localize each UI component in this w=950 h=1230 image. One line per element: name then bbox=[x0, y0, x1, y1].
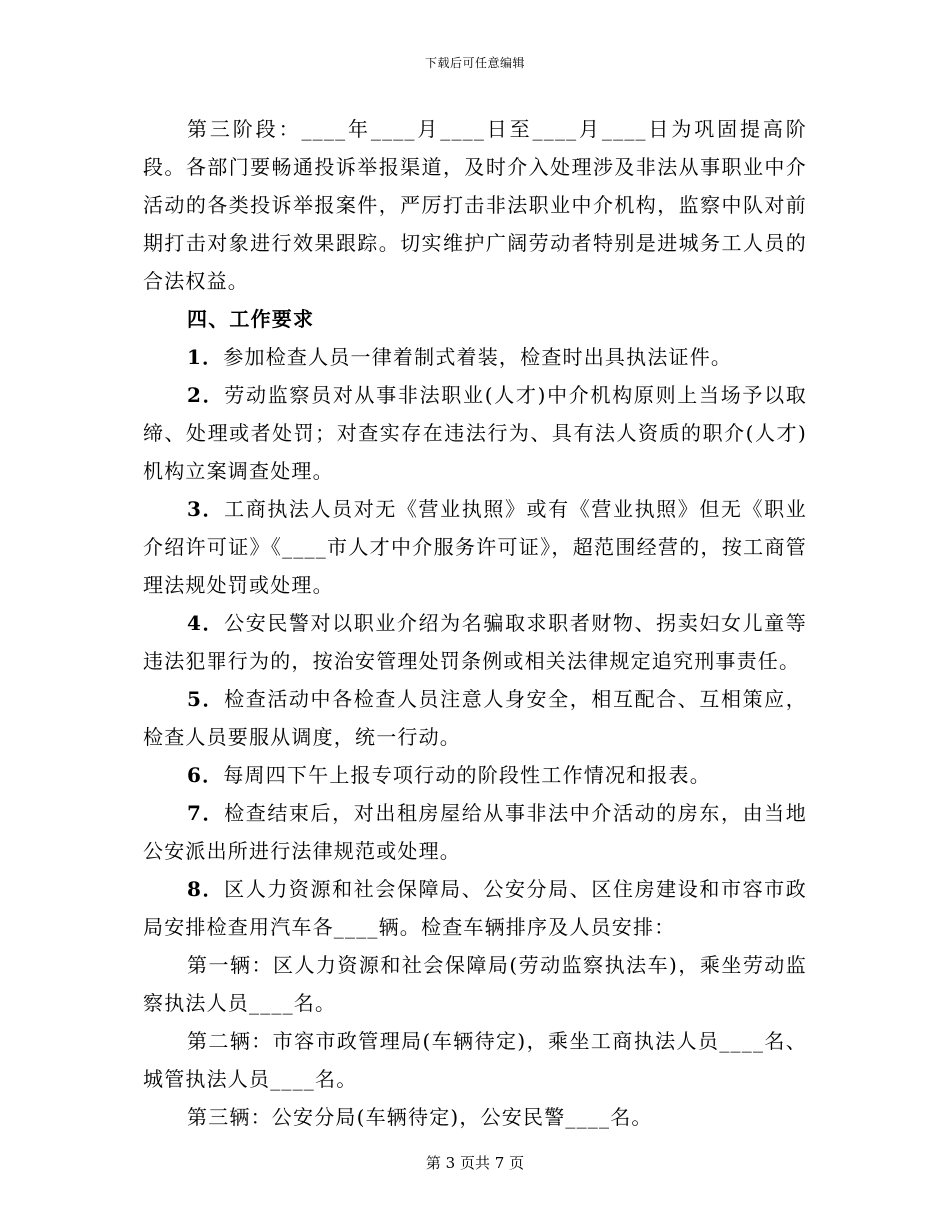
vehicle-three-paragraph bbox=[143, 1098, 807, 1136]
item-number: 1． bbox=[187, 345, 224, 369]
item-text: 参加检查人员一律着制式着装，检查时出具执法证件。 bbox=[223, 345, 733, 369]
item-number: 3． bbox=[187, 497, 225, 521]
item-text: 检查活动中各检查人员注意人身安全，相互配合、互相策应，检查人员要服从调度，统一行动。 bbox=[143, 687, 807, 749]
page-footer: 第 3 页共 7 页 bbox=[425, 1154, 525, 1172]
requirement-item-7 bbox=[143, 794, 807, 870]
document-body bbox=[143, 110, 807, 1136]
paragraph-phase-three bbox=[143, 110, 807, 300]
item-number: 7． bbox=[187, 801, 225, 825]
item-number: 2． bbox=[187, 383, 225, 407]
vehicle-one-paragraph bbox=[143, 946, 807, 1022]
requirement-item-1 bbox=[143, 338, 807, 376]
page-header: 下载后可任意编辑 bbox=[424, 56, 525, 70]
paragraph-text: 第三辆：公安分局(车辆待定)，公安民警____名。 bbox=[187, 1105, 653, 1129]
item-text: 检查结束后，对出租房屋给从事非法中介活动的房东，由当地公安派出所进行法律规范或处理。 bbox=[143, 801, 807, 863]
requirement-item-3 bbox=[143, 490, 807, 604]
section-heading bbox=[143, 300, 807, 338]
requirement-item-8 bbox=[143, 870, 807, 946]
item-text: 公安民警对以职业介绍为名骗取求职者财物、拐卖妇女儿童等违法犯罪行为的，按治安管理处罚条例或相关法律规定追究刑事责任。 bbox=[143, 611, 807, 673]
item-number: 5． bbox=[187, 687, 225, 711]
item-number: 8． bbox=[187, 877, 225, 901]
paragraph-text: 第三阶段：____年____月____日至____月____日为巩固提高阶段。各部门要畅通投诉举报渠道，及时介入处理涉及非法从事职业中介活动的各类投诉举报案件，严厉打击非法职业中介机构，监察中队对前期打击对象进行效果跟踪。切实维护广阔劳动者特别是进城务工人员的合法权益。 bbox=[143, 117, 807, 293]
item-number: 6． bbox=[187, 763, 224, 787]
requirement-item-4 bbox=[143, 604, 807, 680]
paragraph-text: 第二辆：市容市政管理局(车辆待定)，乘坐工商执法人员____名、城管执法人员____名。 bbox=[143, 1029, 807, 1091]
item-text: 每周四下午上报专项行动的阶段性工作情况和报表。 bbox=[223, 763, 711, 787]
requirement-item-6 bbox=[143, 756, 807, 794]
vehicle-two-paragraph bbox=[143, 1022, 807, 1098]
requirement-item-5 bbox=[143, 680, 807, 756]
requirement-item-2 bbox=[143, 376, 807, 490]
paragraph-text: 第一辆：区人力资源和社会保障局(劳动监察执法车)，乘坐劳动监察执法人员____名。 bbox=[143, 953, 807, 1015]
item-text: 区人力资源和社会保障局、公安分局、区住房建设和市容市政局安排检查用汽车各____辆。检查车辆排序及人员安排： bbox=[143, 877, 807, 939]
item-text: 劳动监察员对从事非法职业(人才)中介机构原则上当场予以取缔、处理或者处罚；对查实存在违法行为、具有法人资质的职介(人才)机构立案调查处理。 bbox=[143, 383, 807, 483]
item-number: 4． bbox=[187, 611, 225, 635]
item-text: 工商执法人员对无《营业执照》或有《营业执照》但无《职业介绍许可证》《____市人才中介服务许可证》，超范围经营的，按工商管理法规处罚或处理。 bbox=[143, 497, 807, 597]
heading-text: 四、工作要求 bbox=[187, 307, 315, 331]
